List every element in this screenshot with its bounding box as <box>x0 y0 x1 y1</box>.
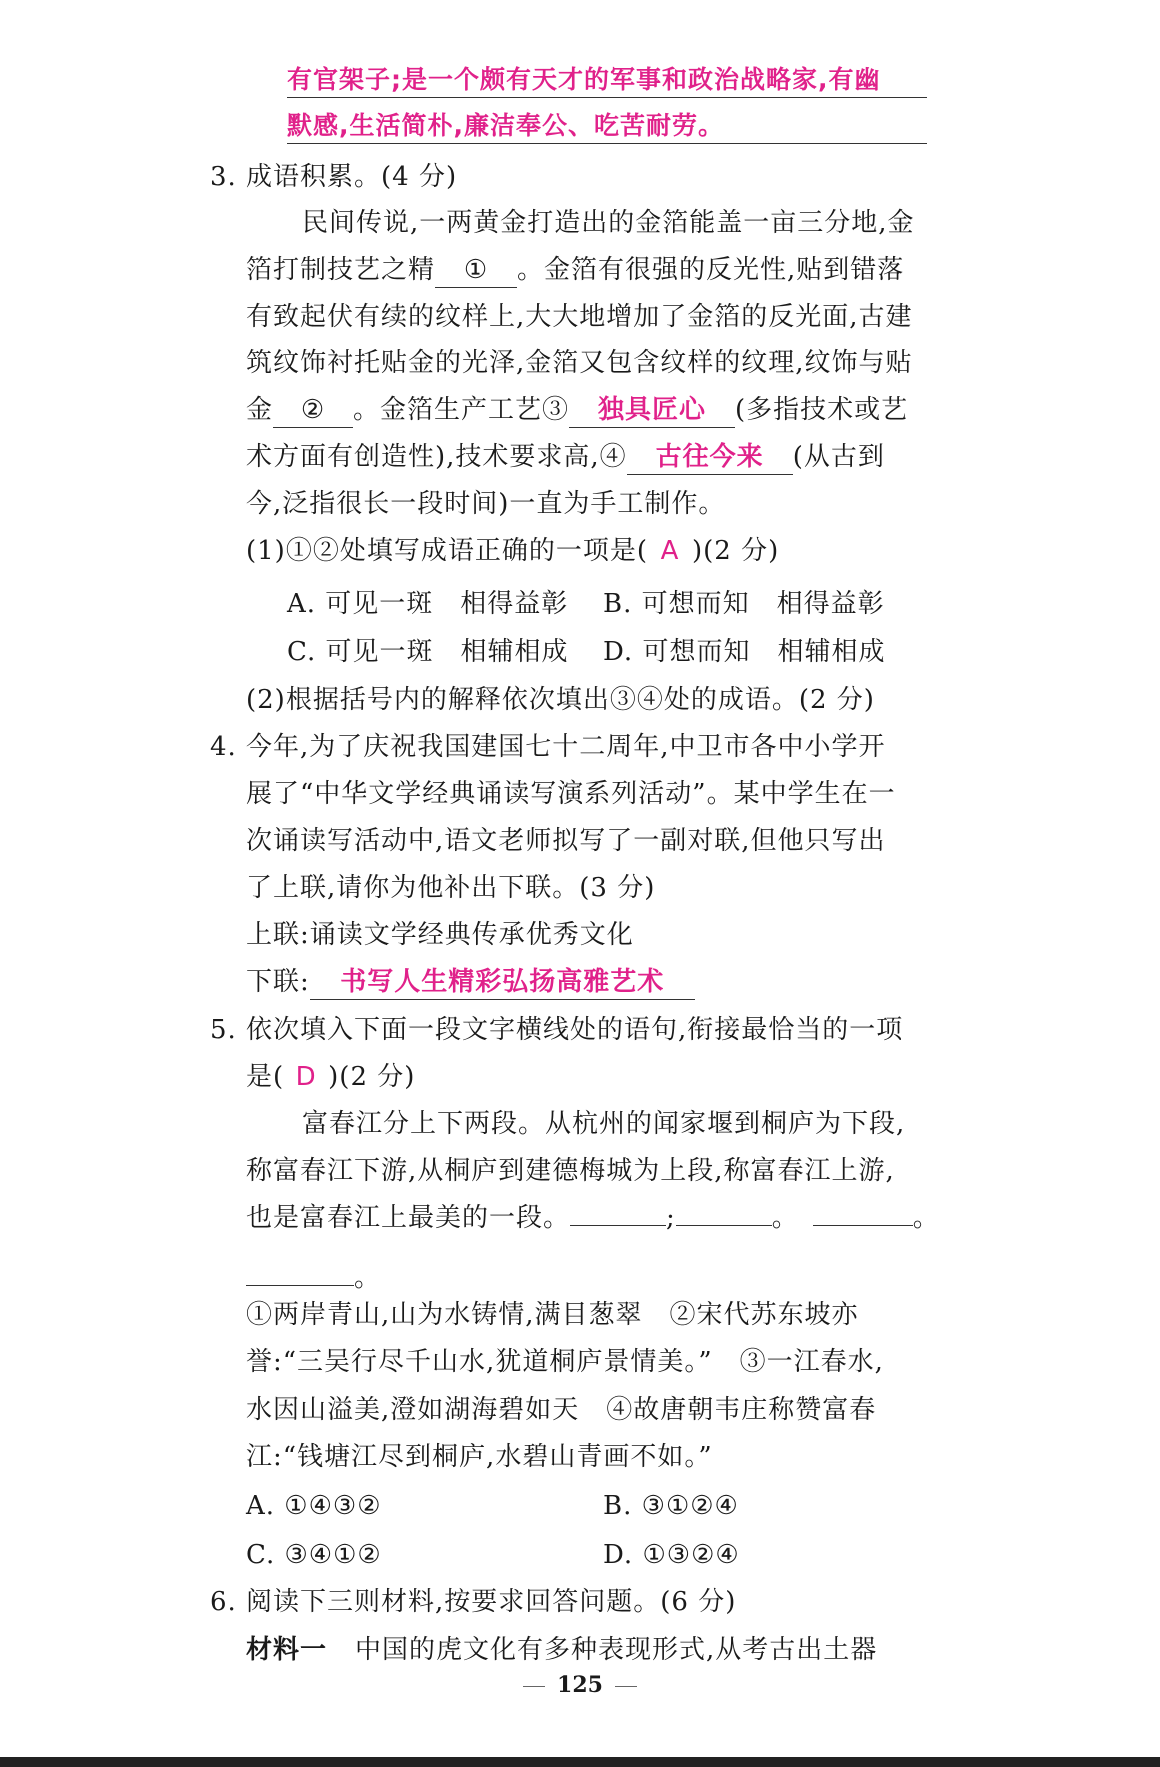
q4-line4: 了上联,请你为他补出下联。(3 分) <box>246 873 656 903</box>
q5-sentences-line4: 江:“钱塘江尽到桐庐,水碧山青画不如。” <box>246 1442 713 1472</box>
q3-passage-line3: 有致起伏有续的纹样上,大大地增加了金箔的反光面,古建 <box>246 302 913 332</box>
page-number-footer <box>0 1672 1160 1698</box>
q5-sentences-line1: ①两岸青山,山为水铸情,满目葱翠 ②宋代苏东坡亦 <box>246 1300 859 1330</box>
q4-line3: 次诵读写活动中,语文老师拟写了一副对联,但他只写出 <box>246 826 886 856</box>
q4-lower-couplet: 下联: 书写人生精彩弘扬高雅艺术 <box>246 962 695 1002</box>
q5-option-d: D. ①③②④ <box>603 1540 740 1570</box>
q4-lower-answer: 书写人生精彩弘扬高雅艺术 <box>310 965 695 1000</box>
q3-answer-3: 独具匠心 <box>569 393 735 428</box>
q3-passage-line2: 箔打制技艺之精 ① 。金箔有很强的反光性,贴到错落 <box>246 250 904 290</box>
q3-passage-line6: 术方面有创造性),技术要求高,④ 古往今来 (从古到 <box>246 437 885 477</box>
footer-dash-left <box>523 1686 545 1687</box>
bottom-edge-bar <box>0 1757 1160 1767</box>
q6-material-1: 材料一 中国的虎文化有多种表现形式,从考古出土器 <box>246 1635 878 1665</box>
q3-passage-line7: 今,泛指很长一段时间)一直为手工制作。 <box>246 489 726 519</box>
q3-blank-2: ② <box>273 393 353 428</box>
q5-blank-3 <box>813 1201 913 1226</box>
answer-continuation-line2: 默感,生活简朴,廉洁奉公、吃苦耐劳。 <box>287 106 927 146</box>
q5-passage-line3: 也是富春江上最美的一段。 ; 。 。 <box>246 1203 940 1233</box>
q5-option-c: C. ③④①② <box>246 1540 382 1570</box>
q3-sub1: (1)①②处填写成语正确的一项是( A )(2 分) <box>246 531 779 571</box>
q5-sentences-line3: 水因山溢美,澄如湖海碧如天 ④故唐朝韦庄称赞富春 <box>246 1395 877 1425</box>
q5-passage-line4: 。 <box>246 1258 381 1298</box>
q3-passage-line1: 民间传说,一两黄金打造出的金箔能盖一亩三分地,金 <box>302 208 915 238</box>
q3-passage-line5: 金 ② 。金箔生产工艺③ 独具匠心 (多指技术或艺 <box>246 390 908 430</box>
q3-sub2: (2)根据括号内的解释依次填出③④处的成语。(2 分) <box>246 685 875 715</box>
q5-option-a: A. ①④③② <box>246 1491 382 1521</box>
q5-blank-2 <box>676 1201 772 1226</box>
q5-sentences-line2: 誉:“三吴行尽千山水,犹道桐庐景情美。” ③一江春水, <box>246 1347 884 1377</box>
q5-line2: 是( D )(2 分) <box>246 1057 415 1097</box>
q5-passage-line1: 富春江分上下两段。从杭州的闻家堰到桐庐为下段, <box>302 1109 906 1139</box>
q3-option-c: C. 可见一斑 相辅相成 <box>287 637 569 667</box>
footer-dash-right <box>615 1686 637 1687</box>
q3-option-d: D. 可想而知 相辅相成 <box>603 637 886 667</box>
q4-line2: 展了“中华文学经典诵读写演系列活动”。某中学生在一 <box>246 779 896 809</box>
q5-blank-1 <box>570 1201 666 1226</box>
q6-heading: 6. 阅读下三则材料,按要求回答问题。(6 分) <box>210 1587 737 1617</box>
q3-option-a: A. 可见一斑 相得益彰 <box>287 589 569 619</box>
q5-option-b: B. ③①②④ <box>603 1491 739 1521</box>
q3-passage-line4: 筑纹饰衬托贴金的光泽,金箔又包含纹样的纹理,纹饰与贴 <box>246 348 913 378</box>
q3-blank-1: ① <box>435 253 517 288</box>
q3-option-b: B. 可想而知 相得益彰 <box>603 589 885 619</box>
q5-answer: D <box>295 1062 317 1092</box>
answer-continuation-line1: 有官架子;是一个颇有天才的军事和政治战略家,有幽 <box>287 60 927 100</box>
q5-passage-line2: 称富春江下游,从桐庐到建德梅城为上段,称富春江上游, <box>246 1156 895 1186</box>
q5-blank-4 <box>246 1261 354 1286</box>
page-number: 125 <box>557 1672 603 1698</box>
q4-upper-couplet: 上联:诵读文学经典传承优秀文化 <box>246 920 634 950</box>
q3-heading: 3. 成语积累。(4 分) <box>210 162 458 192</box>
q5-line1: 5. 依次填入下面一段文字横线处的语句,衔接最恰当的一项 <box>210 1015 904 1045</box>
q6-material-label: 材料一 <box>246 1635 328 1665</box>
q4-line1: 4. 今年,为了庆祝我国建国七十二周年,中卫市各中小学开 <box>210 732 886 762</box>
q3-answer-4: 古往今来 <box>627 440 793 475</box>
q3-sub1-answer: A <box>660 536 680 566</box>
